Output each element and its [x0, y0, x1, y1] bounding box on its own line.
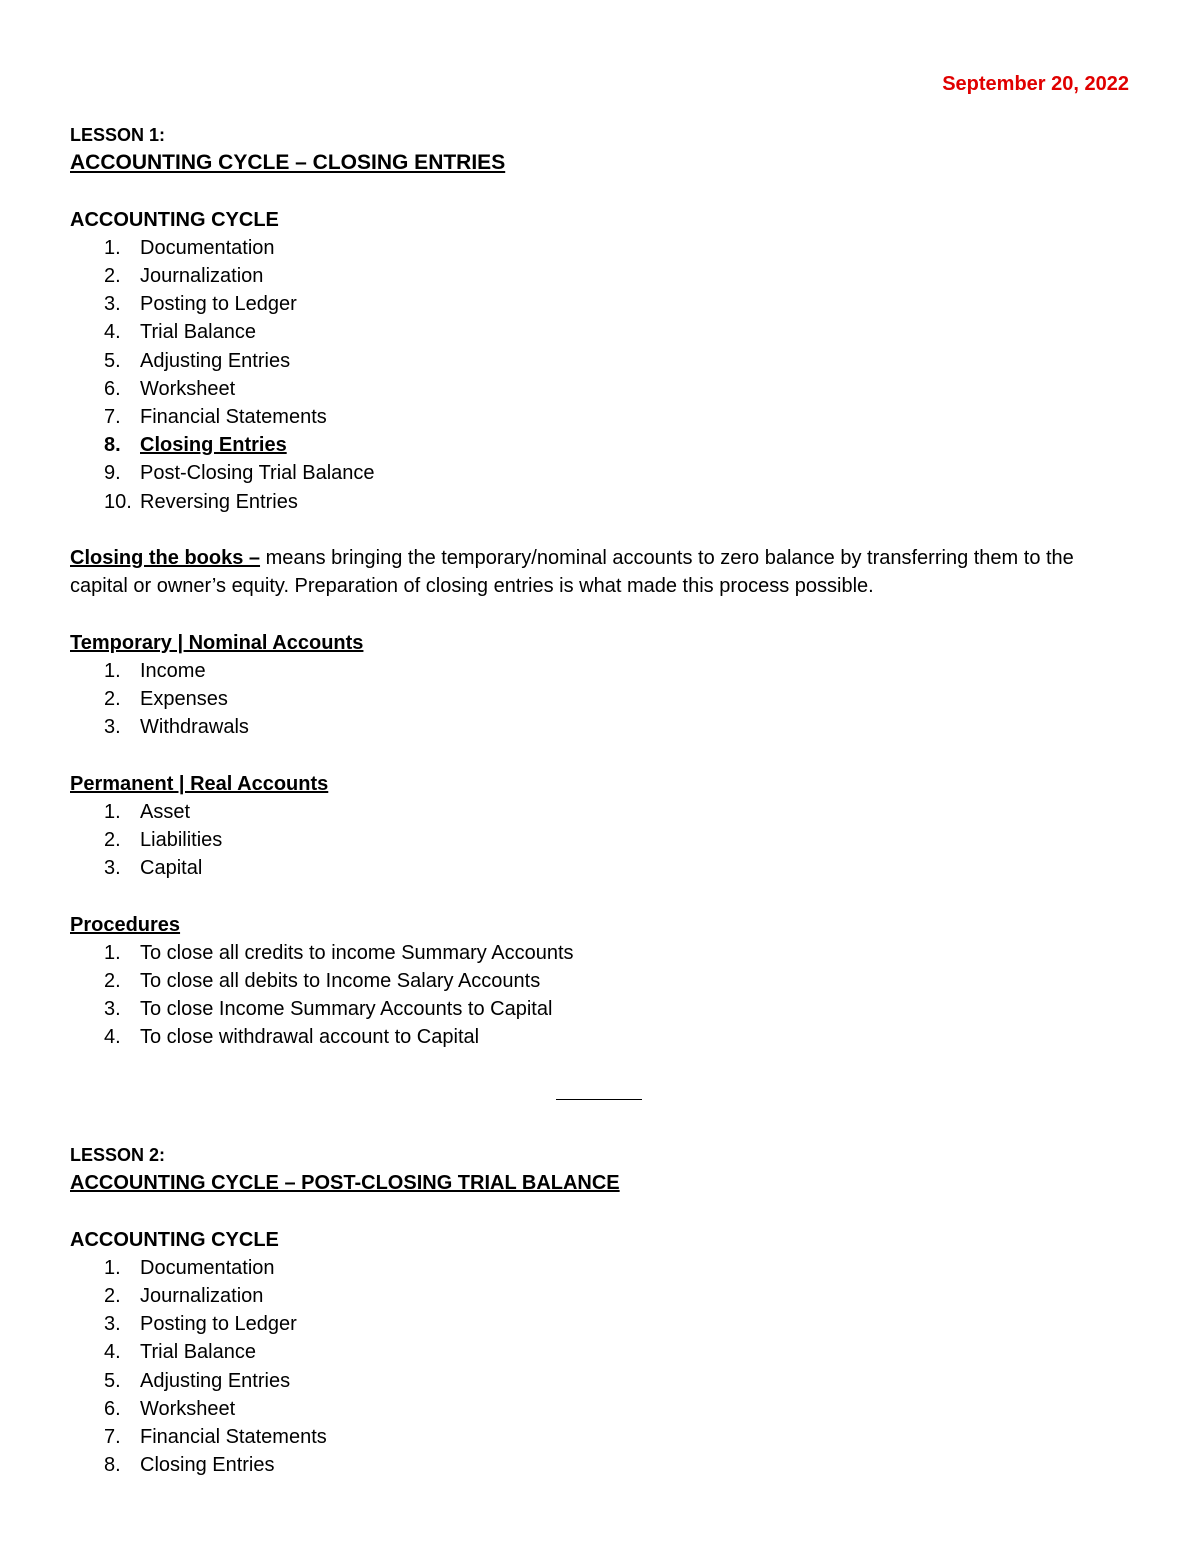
list-item: 7. Financial Statements [104, 1426, 327, 1449]
list-item: 5. Adjusting Entries [104, 1369, 291, 1392]
list-item: 4. Trial Balance [104, 321, 256, 344]
list-item: 5. Adjusting Entries [104, 349, 291, 372]
lesson-2-cycle-heading: ACCOUNTING CYCLE [70, 1228, 279, 1251]
list-item: 2. Journalization [104, 265, 264, 287]
lesson-2-content [70, 1141, 1130, 1479]
lesson-1-label: LESSON 1: [70, 125, 166, 145]
list-item: 1. Income [104, 659, 206, 682]
lesson-2-cycle-list [70, 1254, 1130, 1480]
list-item: 1. To close all credits to income Summary Accounts [104, 941, 574, 964]
list-item: 1. Documentation [104, 236, 275, 259]
list-item: 9. Post-Closing Trial Balance [104, 462, 375, 485]
list-item: 1. Documentation [104, 1256, 275, 1279]
permanent-accounts-heading: Permanent | Real Accounts [70, 772, 329, 795]
lesson-2-label: LESSON 2: [70, 1145, 166, 1165]
closing-books-definition: means bringing the temporary/nominal accounts to zero balance by transferring them to the capital or owner’s equity. Preparation of closing entries is what made this process possible. [70, 547, 1074, 598]
list-item: 3. Withdrawals [104, 716, 249, 739]
list-item: 2. Expenses [104, 688, 228, 711]
list-item: 3. Posting to Ledger [104, 293, 297, 316]
closing-books-paragraph [70, 544, 1130, 600]
document-content [70, 121, 1130, 1052]
temporary-accounts-list [70, 657, 1130, 742]
list-item: 4. Trial Balance [104, 1341, 256, 1364]
list-item: 3. Capital [104, 857, 203, 880]
closing-books-term: Closing the books – [70, 547, 261, 570]
temporary-accounts-heading: Temporary | Nominal Accounts [70, 631, 364, 654]
procedures-list [70, 939, 1130, 1052]
permanent-accounts-list [70, 798, 1130, 883]
procedures-heading: Procedures [70, 913, 181, 936]
lesson-1-cycle-heading: ACCOUNTING CYCLE [70, 208, 279, 231]
list-item: 2. Journalization [104, 1285, 264, 1307]
list-item: 3. Posting to Ledger [104, 1313, 297, 1336]
list-item: 4. To close withdrawal account to Capital [104, 1026, 480, 1049]
lesson-1-cycle-list [70, 234, 1130, 516]
list-item: 8. Closing Entries [104, 1454, 275, 1477]
list-item: 7. Financial Statements [104, 406, 327, 429]
list-item: 2. Liabilities [104, 829, 223, 852]
list-item: 3. To close Income Summary Accounts to Capital [104, 998, 553, 1021]
lesson-2-title: ACCOUNTING CYCLE – POST-CLOSING TRIAL BALANCE [70, 1172, 620, 1195]
list-item: 1. Asset [104, 800, 191, 823]
list-item: 10. Reversing Entries [104, 490, 298, 513]
list-item-highlighted: 8. Closing Entries [104, 434, 287, 457]
section-divider [556, 1099, 642, 1100]
document-date: September 20, 2022 [942, 73, 1129, 95]
lesson-1-title: ACCOUNTING CYCLE – CLOSING ENTRIES [70, 151, 506, 175]
list-item: 2. To close all debits to Income Salary Accounts [104, 970, 541, 993]
list-item: 6. Worksheet [104, 377, 236, 400]
list-item: 6. Worksheet [104, 1397, 236, 1420]
